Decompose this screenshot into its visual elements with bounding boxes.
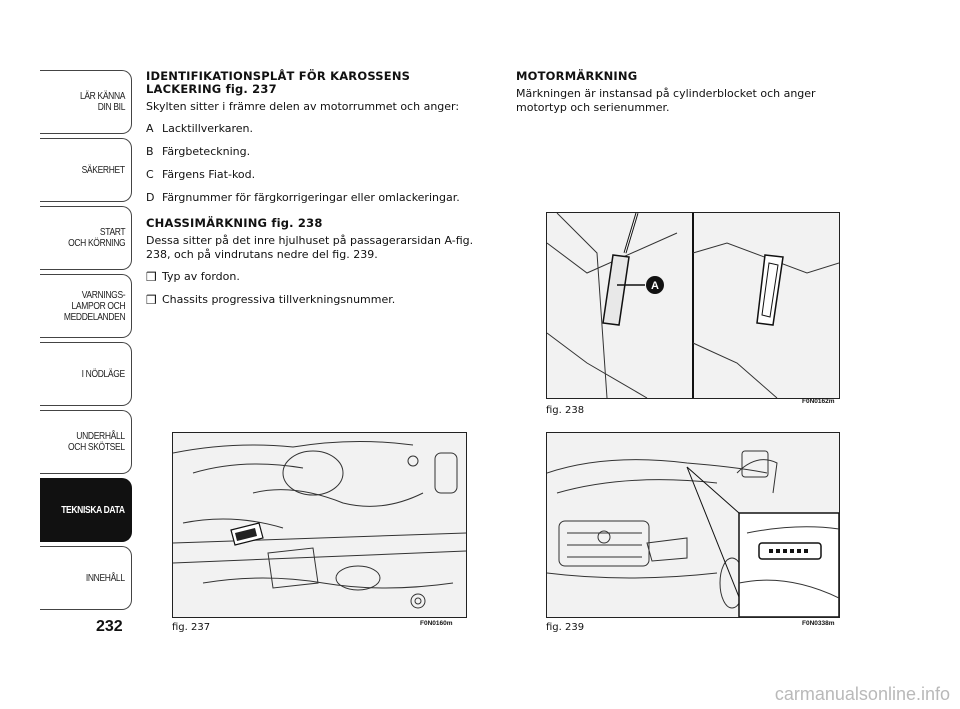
van-front-illustration: [547, 433, 839, 617]
section-title-paint-plate: IDENTIFIKATIONSPLÅT FÖR KAROSSENS LACKERING fig. 237: [146, 69, 411, 96]
engine-bay-illustration: [173, 433, 466, 617]
checkbox-bullet-icon: ❒: [146, 293, 157, 307]
figure-code: F0N0162m: [802, 398, 835, 405]
list-item: B Färgbeteckning.: [146, 145, 251, 158]
figure-code: F0N0160m: [420, 620, 453, 627]
callout-a: A: [651, 280, 659, 292]
text-column-left: [146, 70, 481, 316]
tab-innehall[interactable]: INNEHÅLL: [40, 546, 132, 610]
list-item: C Färgens Fiat-kod.: [146, 168, 256, 181]
text-column-right: [516, 70, 846, 123]
tab-sakerhet[interactable]: SÄKERHET: [40, 138, 132, 202]
figure-237-engine-bay: [172, 432, 467, 618]
list-item: D Färgnummer för färgkorrigeringar eller omlackeringar.: [146, 191, 460, 204]
tab-lar-kanna[interactable]: LÄR KÄNNA DIN BIL: [40, 70, 132, 134]
list-item: ❒ Typ av fordon.: [146, 270, 240, 284]
checkbox-bullet-icon: ❒: [146, 270, 157, 284]
figure-caption: fig. 239: [546, 622, 585, 633]
tab-varningslampor[interactable]: VARNINGS- LAMPOR OCH MEDDELANDEN: [40, 274, 132, 338]
figure-238-chassis-marking: [546, 212, 840, 399]
list-item: ❒ Chassits progressiva tillverkningsnummer.: [146, 293, 396, 307]
figure-239-windscreen-marking: [546, 432, 840, 618]
figure-caption: fig. 238: [546, 405, 585, 416]
paragraph: Dessa sitter på det inre hjulhuset på passagerarsidan A-fig. 238, och på vindrutans nedre del fig. 239.: [146, 234, 474, 261]
paragraph: Märkningen är instansad på cylinderblocket och anger motortyp och serienummer.: [516, 87, 816, 114]
chassis-illustration: [547, 213, 839, 398]
tab-tekniska-data[interactable]: TEKNISKA DATA: [40, 478, 132, 542]
tab-underhall[interactable]: UNDERHÅLL OCH SKÖTSEL: [40, 410, 132, 474]
section-title-engine: MOTORMÄRKNING: [516, 69, 638, 83]
figure-caption: fig. 237: [172, 622, 211, 633]
page-number: 232: [96, 618, 123, 635]
paragraph: Skylten sitter i främre delen av motorrummet och anger:: [146, 100, 460, 113]
tab-i-nodlage[interactable]: I NÖDLÄGE: [40, 342, 132, 406]
tab-start[interactable]: START OCH KÖRNING: [40, 206, 132, 270]
list-item: A Lacktillverkaren.: [146, 122, 254, 135]
section-title-chassis: CHASSIMÄRKNING fig. 238: [146, 216, 323, 230]
figure-code: F0N0338m: [802, 620, 835, 627]
watermark: carmanualsonline.info: [774, 684, 950, 704]
